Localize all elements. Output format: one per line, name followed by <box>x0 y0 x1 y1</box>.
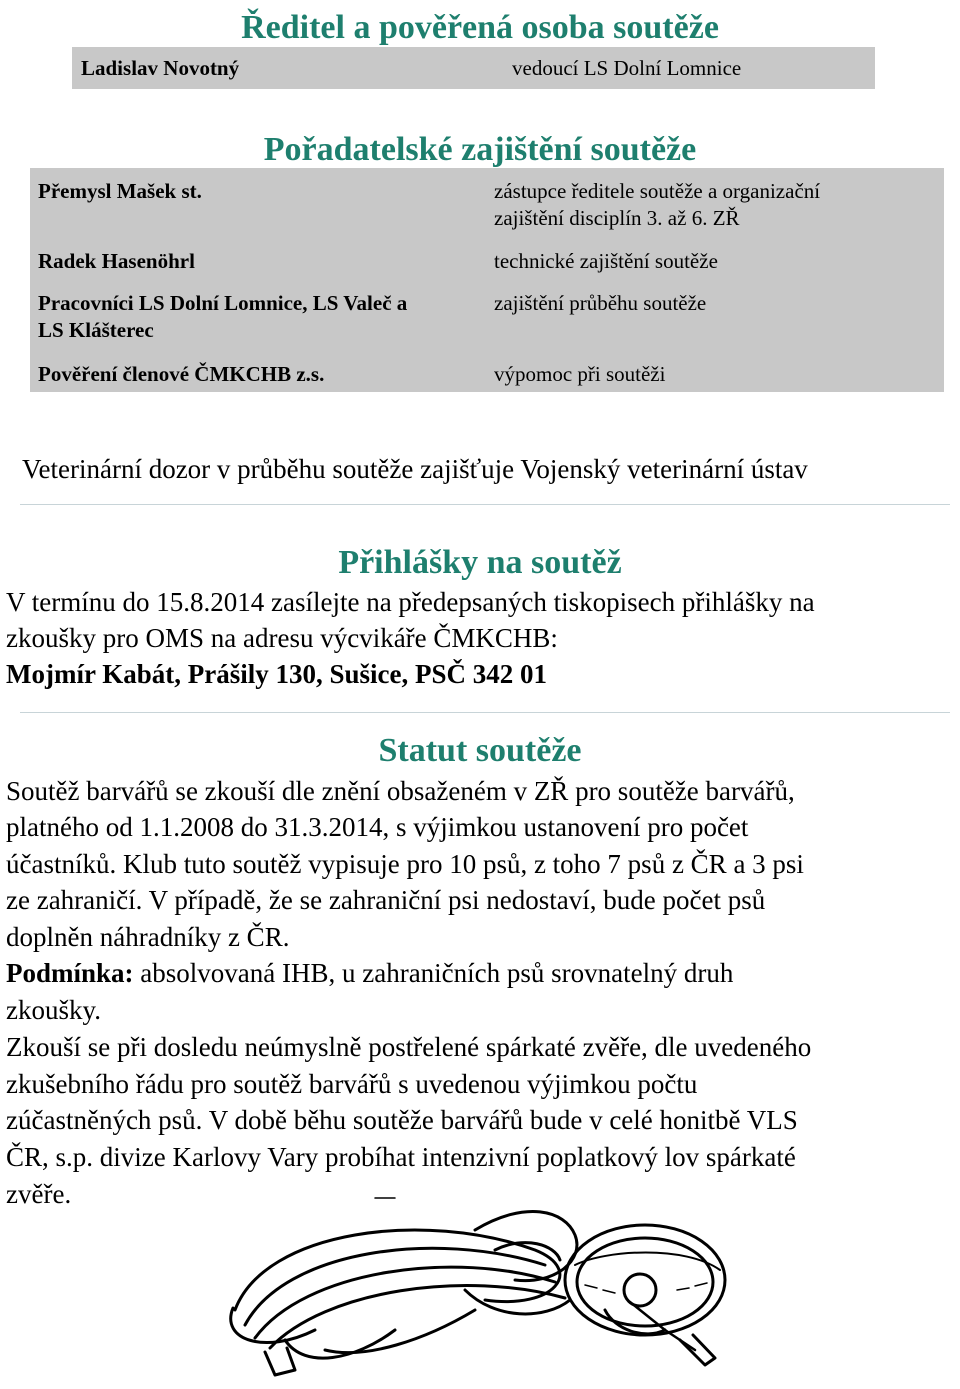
director-name: Ladislav Novotný <box>81 56 240 80</box>
statute-line-1: Soutěž barvářů se zkouší dle znění obsaženém v ZŘ pro soutěže barvářů, <box>6 776 795 806</box>
organizer-row-1-name: Přemysl Mašek st. <box>38 179 202 203</box>
organizer-row-1-role: zástupce ředitele soutěže a organizační <box>494 179 821 203</box>
organizer-row-3-name: Pracovníci LS Dolní Lomnice, LS Valeč a <box>38 291 408 315</box>
divider-1 <box>20 504 950 505</box>
organizer-heading: Pořadatelské zajištění soutěže <box>263 131 697 168</box>
organizer-row-2-role: technické zajištění soutěže <box>494 249 718 273</box>
statute-final-1: Zkouší se při dosledu neúmyslně postřelené spárkaté zvěře, dle uvedeného <box>6 1032 812 1062</box>
director-box <box>72 47 875 89</box>
leash-collar-illustration <box>225 1190 735 1385</box>
organizer-box <box>30 168 944 392</box>
statute-final-3: zúčastněných psů. V době běhu soutěže barvářů bude v celé honitbě VLS <box>6 1105 798 1135</box>
organizer-row-3-name-2: LS Klášterec <box>38 318 154 342</box>
applications-text-2: zkoušky pro OMS na adresu výcvikáře ČMKCHB: <box>6 623 558 653</box>
condition-text: absolvovaná IHB, u zahraničních psů srovnatelný druh <box>133 958 734 988</box>
statute-final-4: ČR, s.p. divize Karlovy Vary probíhat intenzivní poplatkový lov spárkaté <box>6 1142 796 1172</box>
statute-line-5: doplněn náhradníky z ČR. <box>6 922 290 952</box>
condition-label: Podmínka: <box>6 958 134 988</box>
divider-2 <box>20 712 950 713</box>
director-role: vedoucí LS Dolní Lomnice <box>512 56 742 80</box>
statute-condition <box>6 955 956 991</box>
statute-final-5: zvěře. <box>6 1179 72 1209</box>
organizer-row-4-role: výpomoc při soutěži <box>494 362 666 386</box>
statute-heading: Statut soutěže <box>378 732 582 769</box>
statute-condition-2: zkoušky. <box>6 995 101 1025</box>
statute-line-3: účastníků. Klub tuto soutěž vypisuje pro 10 psů, z toho 7 psů z ČR a 3 psi <box>6 849 804 879</box>
statute-final-2: zkušebního řádu pro soutěž barvářů s uvedenou výjimkou počtu <box>6 1069 698 1099</box>
applications-text-1: V termínu do 15.8.2014 zasílejte na předepsaných tiskopisech přihlášky na <box>6 587 815 617</box>
organizer-row-4-name: Pověření členové ČMKCHB z.s. <box>38 362 325 386</box>
director-heading: Ředitel a pověřená osoba soutěže <box>241 9 719 46</box>
statute-line-2: platného od 1.1.2008 do 31.3.2014, s výjimkou ustanovení pro počet <box>6 812 749 842</box>
applications-heading: Přihlášky na soutěž <box>338 544 622 581</box>
statute-line-4: ze zahraničí. V případě, že se zahraniční psi nedostaví, bude počet psů <box>6 885 766 915</box>
organizer-row-2-name: Radek Hasenöhrl <box>38 249 195 273</box>
organizer-row-3-role: zajištění průběhu soutěže <box>494 291 707 315</box>
vet-notice: Veterinární dozor v průběhu soutěže zajišťuje Vojenský veterinární ústav <box>22 454 808 484</box>
applications-address: Mojmír Kabát, Prášily 130, Sušice, PSČ 342 01 <box>6 659 547 689</box>
organizer-row-1-role-2: zajištění disciplín 3. až 6. ZŘ <box>494 206 740 230</box>
